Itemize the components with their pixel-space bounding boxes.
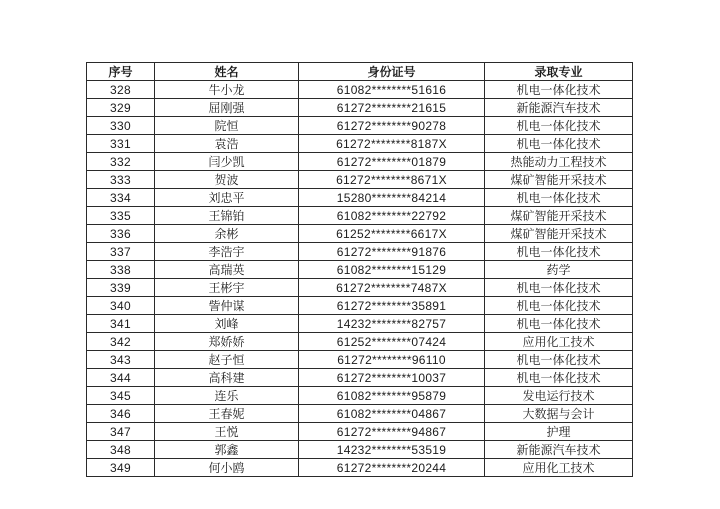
name-cell: 袁浩 [155, 135, 299, 153]
row-number-cell: 335 [87, 207, 155, 225]
row-number-cell: 349 [87, 459, 155, 477]
major-cell: 机电一体化技术 [485, 351, 633, 369]
table-row [87, 81, 633, 99]
table-row [87, 243, 633, 261]
id-number-cell: 61252********07424 [299, 333, 485, 351]
name-cell: 余彬 [155, 225, 299, 243]
id-number-cell: 61252********6617X [299, 225, 485, 243]
name-cell: 王彬宇 [155, 279, 299, 297]
name-cell: 高瑞英 [155, 261, 299, 279]
id-number-cell: 61272********7487X [299, 279, 485, 297]
major-cell: 大数据与会计 [485, 405, 633, 423]
name-cell: 闫少凯 [155, 153, 299, 171]
id-number-cell: 61272********8187X [299, 135, 485, 153]
id-number-cell: 61272********8671X [299, 171, 485, 189]
id-number-cell: 61082********22792 [299, 207, 485, 225]
id-number-cell: 61272********96110 [299, 351, 485, 369]
name-cell: 贺波 [155, 171, 299, 189]
row-number-cell: 347 [87, 423, 155, 441]
id-number-cell: 61272********10037 [299, 369, 485, 387]
name-cell: 郭鑫 [155, 441, 299, 459]
major-cell: 机电一体化技术 [485, 81, 633, 99]
row-number-cell: 346 [87, 405, 155, 423]
row-number-cell: 336 [87, 225, 155, 243]
admission-table [86, 62, 633, 477]
table-row [87, 369, 633, 387]
row-number-cell: 337 [87, 243, 155, 261]
row-number-cell: 342 [87, 333, 155, 351]
major-cell: 煤矿智能开采技术 [485, 225, 633, 243]
row-number-cell: 339 [87, 279, 155, 297]
major-cell: 机电一体化技术 [485, 297, 633, 315]
row-number-cell: 329 [87, 99, 155, 117]
row-number-cell: 330 [87, 117, 155, 135]
name-cell: 刘忠平 [155, 189, 299, 207]
row-number-cell: 340 [87, 297, 155, 315]
column-header-number: 序号 [87, 63, 155, 81]
major-cell: 煤矿智能开采技术 [485, 207, 633, 225]
row-number-cell: 334 [87, 189, 155, 207]
table-row [87, 315, 633, 333]
name-cell: 赵子恒 [155, 351, 299, 369]
row-number-cell: 328 [87, 81, 155, 99]
row-number-cell: 345 [87, 387, 155, 405]
major-cell: 机电一体化技术 [485, 117, 633, 135]
table-row [87, 153, 633, 171]
table-row [87, 135, 633, 153]
name-cell: 王春妮 [155, 405, 299, 423]
row-number-cell: 341 [87, 315, 155, 333]
name-cell: 王悦 [155, 423, 299, 441]
name-cell: 郑娇娇 [155, 333, 299, 351]
table-row [87, 423, 633, 441]
table-row [87, 99, 633, 117]
major-cell: 机电一体化技术 [485, 369, 633, 387]
row-number-cell: 332 [87, 153, 155, 171]
id-number-cell: 61272********01879 [299, 153, 485, 171]
name-cell: 王锦铂 [155, 207, 299, 225]
name-cell: 院恒 [155, 117, 299, 135]
table-row [87, 117, 633, 135]
id-number-cell: 14232********82757 [299, 315, 485, 333]
row-number-cell: 343 [87, 351, 155, 369]
id-number-cell: 61082********15129 [299, 261, 485, 279]
row-number-cell: 331 [87, 135, 155, 153]
table-row [87, 297, 633, 315]
major-cell: 热能动力工程技术 [485, 153, 633, 171]
table-row [87, 171, 633, 189]
id-number-cell: 61272********91876 [299, 243, 485, 261]
table-row [87, 261, 633, 279]
column-header-major: 录取专业 [485, 63, 633, 81]
table-row [87, 189, 633, 207]
name-cell: 高科建 [155, 369, 299, 387]
id-number-cell: 61272********94867 [299, 423, 485, 441]
id-number-cell: 61272********35891 [299, 297, 485, 315]
major-cell: 机电一体化技术 [485, 315, 633, 333]
row-number-cell: 338 [87, 261, 155, 279]
id-number-cell: 61272********90278 [299, 117, 485, 135]
column-header-name: 姓名 [155, 63, 299, 81]
major-cell: 煤矿智能开采技术 [485, 171, 633, 189]
major-cell: 机电一体化技术 [485, 189, 633, 207]
name-cell: 何小鸥 [155, 459, 299, 477]
table-row [87, 333, 633, 351]
major-cell: 新能源汽车技术 [485, 99, 633, 117]
id-number-cell: 15280********84214 [299, 189, 485, 207]
id-number-cell: 14232********53519 [299, 441, 485, 459]
table-row [87, 441, 633, 459]
table-header-row [87, 63, 633, 81]
name-cell: 刘峰 [155, 315, 299, 333]
table-body [87, 81, 633, 477]
major-cell: 机电一体化技术 [485, 279, 633, 297]
name-cell: 牛小龙 [155, 81, 299, 99]
name-cell: 李浩宇 [155, 243, 299, 261]
major-cell: 新能源汽车技术 [485, 441, 633, 459]
id-number-cell: 61082********95879 [299, 387, 485, 405]
table-row [87, 207, 633, 225]
name-cell: 屈刚强 [155, 99, 299, 117]
table-row [87, 387, 633, 405]
table-row [87, 351, 633, 369]
table-row [87, 459, 633, 477]
id-number-cell: 61272********21615 [299, 99, 485, 117]
row-number-cell: 348 [87, 441, 155, 459]
table-row [87, 225, 633, 243]
table-row [87, 279, 633, 297]
major-cell: 应用化工技术 [485, 333, 633, 351]
major-cell: 应用化工技术 [485, 459, 633, 477]
major-cell: 机电一体化技术 [485, 243, 633, 261]
row-number-cell: 333 [87, 171, 155, 189]
major-cell: 护理 [485, 423, 633, 441]
major-cell: 发电运行技术 [485, 387, 633, 405]
column-header-id-number: 身份证号 [299, 63, 485, 81]
table-row [87, 405, 633, 423]
id-number-cell: 61082********04867 [299, 405, 485, 423]
name-cell: 连乐 [155, 387, 299, 405]
major-cell: 药学 [485, 261, 633, 279]
major-cell: 机电一体化技术 [485, 135, 633, 153]
id-number-cell: 61082********51616 [299, 81, 485, 99]
name-cell: 訾仲谋 [155, 297, 299, 315]
row-number-cell: 344 [87, 369, 155, 387]
id-number-cell: 61272********20244 [299, 459, 485, 477]
